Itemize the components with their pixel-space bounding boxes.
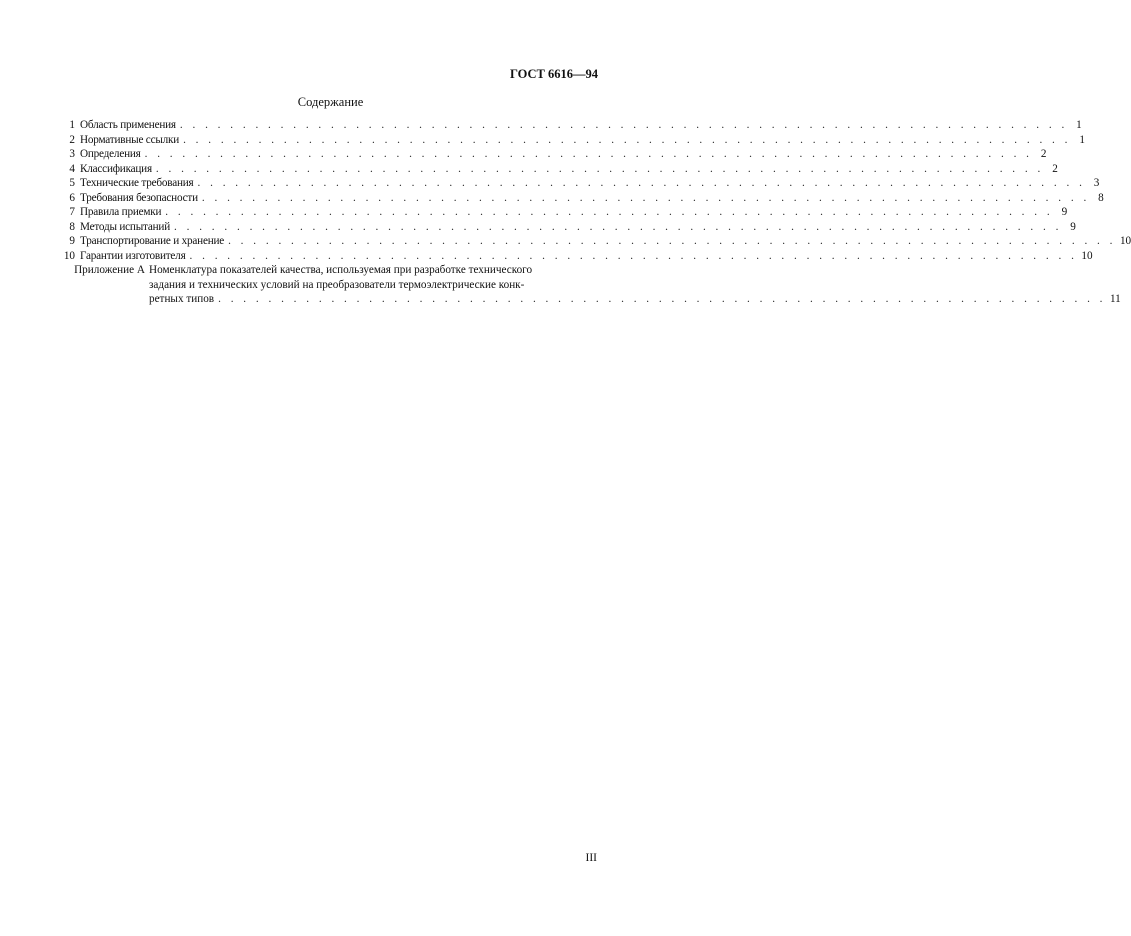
appendix-title-line: ретных типов	[149, 293, 215, 305]
toc-entry-label: Классификация	[80, 162, 152, 175]
toc-entry-number: 9	[69, 235, 75, 247]
page-number-roman: III	[585, 852, 597, 864]
toc-entry-page: 1	[1076, 119, 1082, 131]
toc-entry-number: 10	[63, 249, 75, 262]
toc-entry[interactable]	[57, 147, 1047, 162]
toc-entry[interactable]	[57, 162, 1058, 177]
toc-appendix-entry[interactable]	[57, 263, 1121, 307]
toc-entry-page: 10	[1119, 235, 1131, 247]
toc-entries	[57, 118, 1131, 263]
toc-entry-number: 8	[69, 220, 75, 233]
toc-entry-label: Требования безопасности	[80, 191, 198, 204]
toc-entry[interactable]	[57, 234, 1131, 249]
toc-entry-label: Область применения	[80, 119, 176, 131]
toc-entry-page: 9	[1061, 206, 1068, 218]
toc-entry[interactable]	[57, 118, 1082, 133]
document-code: ГОСТ 6616—94	[509, 67, 598, 81]
toc-entry-number: 7	[69, 206, 75, 218]
toc-entry[interactable]	[57, 220, 1076, 235]
dot-leader: . . . . . . . . . . . . . . . . . . . . . . . . . . . . . . . . . . . . . . . . . . . . . . . . . . . . . . . . . . . . . . . . . . . . . . .	[218, 293, 1106, 305]
toc-entry-label: Определения	[80, 148, 141, 160]
toc-entry-page: 9	[1070, 220, 1076, 233]
toc-entry-number: 1	[69, 119, 75, 131]
dot-leader: . . . . . . . . . . . . . . . . . . . . . . . . . . . . . . . . . . . . . . . . . . . . . . . . . . . . . . . . . . . . . . . . . . . . . . .	[183, 133, 1071, 146]
toc-entry[interactable]	[57, 133, 1085, 148]
appendix-label: Приложение А	[74, 264, 145, 276]
appendix-page-number: 11	[1109, 293, 1121, 305]
dot-leader: . . . . . . . . . . . . . . . . . . . . . . . . . . . . . . . . . . . . . . . . . . . . . . . . . . . . . . . . . . . . . . . . . . . . . . .	[155, 162, 1044, 175]
toc-title: Содержание	[297, 95, 364, 109]
toc-entry[interactable]	[57, 176, 1100, 191]
toc-entry-page: 3	[1093, 177, 1100, 189]
toc-entry-number: 5	[69, 177, 75, 189]
toc-entry-label: Методы испытаний	[80, 220, 170, 233]
dot-leader: . . . . . . . . . . . . . . . . . . . . . . . . . . . . . . . . . . . . . . . . . . . . . . . . . . . . . . . . . . . . . . . . . . . . . . .	[228, 235, 1116, 247]
toc-entry-label: Транспортирование и хранение	[80, 235, 225, 247]
toc-entry-number: 2	[69, 133, 75, 146]
dot-leader: . . . . . . . . . . . . . . . . . . . . . . . . . . . . . . . . . . . . . . . . . . . . . . . . . . . . . . . . . . . . . . . . . . . . . . .	[165, 206, 1054, 218]
toc-entry[interactable]	[57, 205, 1068, 220]
toc-entry-number: 3	[69, 148, 75, 160]
toc-entry-number: 4	[69, 162, 75, 175]
appendix-title-line: задания и технических условий на преобразователи термоэлектрические конк-	[149, 278, 525, 291]
toc-entry-label: Гарантии изготовителя	[80, 249, 186, 262]
dot-leader: . . . . . . . . . . . . . . . . . . . . . . . . . . . . . . . . . . . . . . . . . . . . . . . . . . . . . . . . . . . . . . . . . . . . . . .	[144, 148, 1033, 160]
toc-entry-page: 8	[1098, 191, 1104, 204]
toc-entry[interactable]	[57, 191, 1104, 206]
dot-leader: . . . . . . . . . . . . . . . . . . . . . . . . . . . . . . . . . . . . . . . . . . . . . . . . . . . . . . . . . . . . . . . . . . . . . . .	[174, 220, 1062, 233]
toc-entry-page: 2	[1040, 148, 1047, 160]
dot-leader: . . . . . . . . . . . . . . . . . . . . . . . . . . . . . . . . . . . . . . . . . . . . . . . . . . . . . . . . . . . . . . . . . . . . . . .	[201, 191, 1090, 204]
toc-entry-page: 2	[1052, 162, 1058, 175]
dot-leader: . . . . . . . . . . . . . . . . . . . . . . . . . . . . . . . . . . . . . . . . . . . . . . . . . . . . . . . . . . . . . . . . . . . . . . .	[179, 119, 1068, 131]
toc-entry-label: Нормативные ссылки	[80, 133, 180, 146]
toc-entry-page: 10	[1081, 249, 1093, 262]
toc-entry-label: Правила приемки	[80, 206, 162, 218]
toc-entry-number: 6	[69, 191, 75, 204]
table-of-contents	[57, 118, 1131, 307]
dot-leader: . . . . . . . . . . . . . . . . . . . . . . . . . . . . . . . . . . . . . . . . . . . . . . . . . . . . . . . . . . . . . . . . . . . . . . .	[197, 177, 1086, 189]
appendix-title-line: Номенклатура показателей качества, используемая при разработке технического	[149, 264, 533, 276]
toc-entry-page: 1	[1079, 133, 1085, 146]
toc-entry[interactable]	[57, 249, 1093, 264]
toc-entry-label: Технические требования	[80, 177, 194, 189]
dot-leader: . . . . . . . . . . . . . . . . . . . . . . . . . . . . . . . . . . . . . . . . . . . . . . . . . . . . . . . . . . . . . . . . . . . . . . .	[189, 249, 1078, 262]
appendix-title	[149, 263, 1121, 307]
